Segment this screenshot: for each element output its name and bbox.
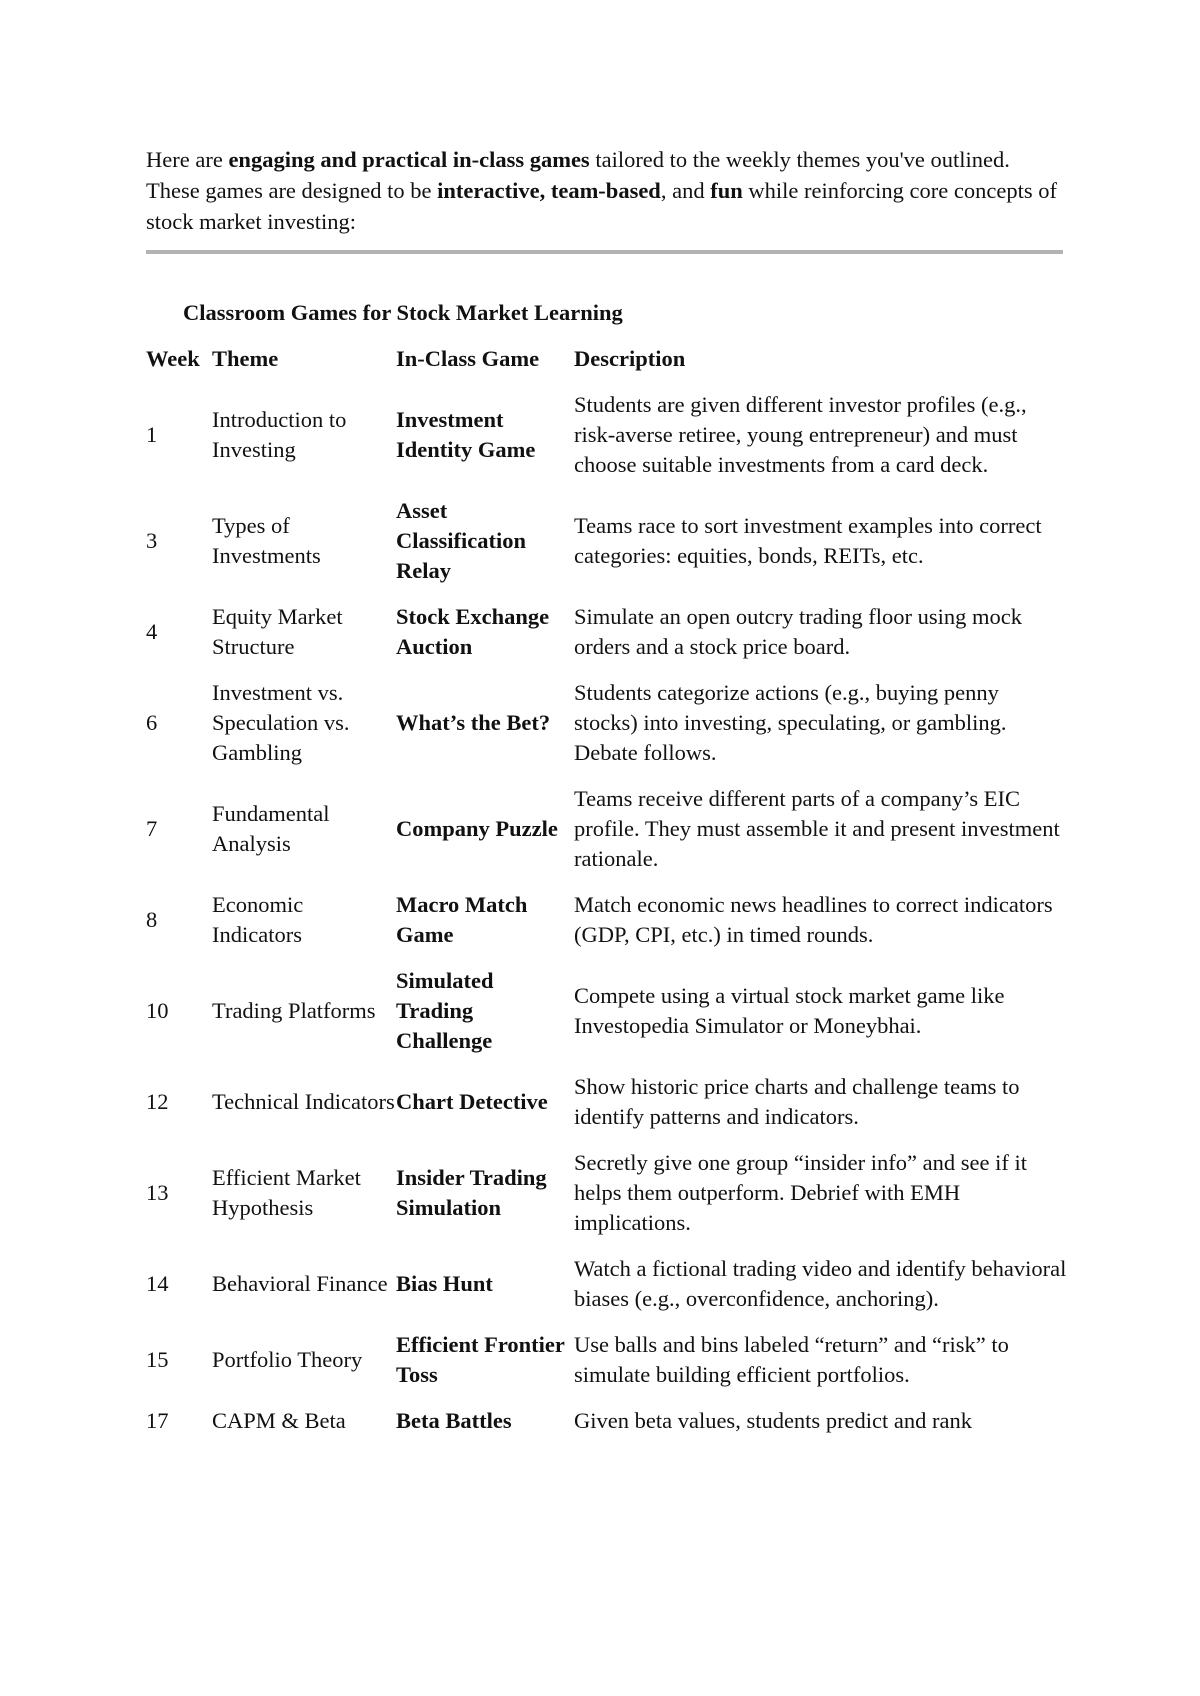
- table-header-row: [146, 344, 1068, 390]
- cell-week: 3: [146, 528, 158, 553]
- cell-game: What’s the Bet?: [396, 710, 551, 735]
- table-row: [146, 784, 1068, 890]
- intro-text-4: while reinforcing core concepts of stock market investing:: [146, 178, 1057, 234]
- cell-theme: Efficient Market Hypothesis: [212, 1165, 361, 1220]
- table-row: [146, 1254, 1068, 1330]
- cell-game: Simulated Trading Challenge: [396, 968, 494, 1053]
- cell-description: Secretly give one group “insider info” and see if it helps them outperform. Debrief with EMH implications.: [574, 1150, 1027, 1235]
- cell-description: Teams race to sort investment examples into correct categories: equities, bonds, REITs, etc.: [574, 513, 1042, 568]
- cell-theme: Types of Investments: [212, 513, 321, 568]
- table-row: [146, 1330, 1068, 1406]
- cell-week: 15: [146, 1347, 169, 1372]
- intro-bold-3: fun: [710, 178, 743, 203]
- cell-description: Match economic news headlines to correct indicators (GDP, CPI, etc.) in timed rounds.: [574, 892, 1053, 947]
- cell-week: 17: [146, 1408, 169, 1433]
- cell-description: Watch a fictional trading video and identify behavioral biases (e.g., overconfidence, anchoring).: [574, 1256, 1067, 1311]
- cell-game: Efficient Frontier Toss: [396, 1332, 565, 1387]
- cell-theme: Introduction to Investing: [212, 407, 347, 462]
- cell-game: Macro Match Game: [396, 892, 528, 947]
- table-row: [146, 1406, 1068, 1452]
- cell-theme: Fundamental Analysis: [212, 801, 330, 856]
- cell-theme: Economic Indicators: [212, 892, 304, 947]
- table-row: [146, 390, 1068, 496]
- cell-theme: Portfolio Theory: [212, 1347, 363, 1372]
- cell-theme: Investment vs. Speculation vs. Gambling: [212, 680, 350, 765]
- intro-bold-2: interactive, team-based: [437, 178, 661, 203]
- table-row: [146, 1148, 1068, 1254]
- cell-week: 7: [146, 816, 158, 841]
- cell-week: 10: [146, 998, 169, 1023]
- cell-theme: Technical Indicators: [212, 1089, 395, 1114]
- cell-description: Given beta values, students predict and rank: [574, 1408, 973, 1433]
- intro-paragraph: [146, 144, 1066, 237]
- cell-theme: CAPM & Beta: [212, 1408, 346, 1433]
- cell-theme: Trading Platforms: [212, 998, 376, 1023]
- cell-game: Company Puzzle: [396, 816, 558, 841]
- table-row: [146, 496, 1068, 602]
- table-row: [146, 678, 1068, 784]
- header-description: Description: [574, 346, 686, 371]
- cell-description: Simulate an open outcry trading floor using mock orders and a stock price board.: [574, 604, 1023, 659]
- cell-game: Beta Battles: [396, 1408, 512, 1433]
- header-game: In-Class Game: [396, 346, 540, 371]
- cell-week: 4: [146, 619, 158, 644]
- table-row: [146, 966, 1068, 1072]
- cell-description: Students are given different investor profiles (e.g., risk-averse retiree, young entrepreneur) and must choose suitable investments from a card deck.: [574, 392, 1027, 477]
- cell-description: Students categorize actions (e.g., buying penny stocks) into investing, speculating, or gambling. Debate follows.: [574, 680, 1007, 765]
- horizontal-rule: [146, 250, 1063, 254]
- cell-week: 6: [146, 710, 158, 735]
- header-theme: Theme: [212, 346, 279, 371]
- intro-text-1: Here are: [146, 147, 229, 172]
- cell-description: Compete using a virtual stock market game like Investopedia Simulator or Moneybhai.: [574, 983, 1005, 1038]
- cell-game: Stock Exchange Auction: [396, 604, 550, 659]
- cell-game: Chart Detective: [396, 1089, 548, 1114]
- cell-description: Teams receive different parts of a company’s EIC profile. They must assemble it and present investment rationale.: [574, 786, 1060, 871]
- cell-theme: Equity Market Structure: [212, 604, 343, 659]
- cell-game: Asset Classification Relay: [396, 498, 527, 583]
- cell-week: 12: [146, 1089, 169, 1114]
- table-row: [146, 1072, 1068, 1148]
- cell-week: 14: [146, 1271, 169, 1296]
- table-row: [146, 602, 1068, 678]
- cell-week: 13: [146, 1180, 169, 1205]
- intro-text-3: , and: [660, 178, 711, 203]
- cell-description: Use balls and bins labeled “return” and “risk” to simulate building efficient portfolios.: [574, 1332, 1009, 1387]
- intro-bold-1: engaging and practical in-class games: [228, 147, 590, 172]
- cell-game: Insider Trading Simulation: [396, 1165, 547, 1220]
- table-caption: Classroom Games for Stock Market Learning: [183, 300, 623, 325]
- games-table: [146, 344, 1068, 1452]
- cell-game: Investment Identity Game: [396, 407, 536, 462]
- cell-game: Bias Hunt: [396, 1271, 493, 1296]
- cell-description: Show historic price charts and challenge teams to identify patterns and indicators.: [574, 1074, 1020, 1129]
- cell-theme: Behavioral Finance: [212, 1271, 388, 1296]
- cell-week: 1: [146, 422, 158, 447]
- header-week: Week: [146, 346, 200, 371]
- intro-text-2: tailored to the weekly themes you've outlined. These games are designed to be: [146, 147, 1010, 203]
- cell-week: 8: [146, 907, 158, 932]
- table-row: [146, 890, 1068, 966]
